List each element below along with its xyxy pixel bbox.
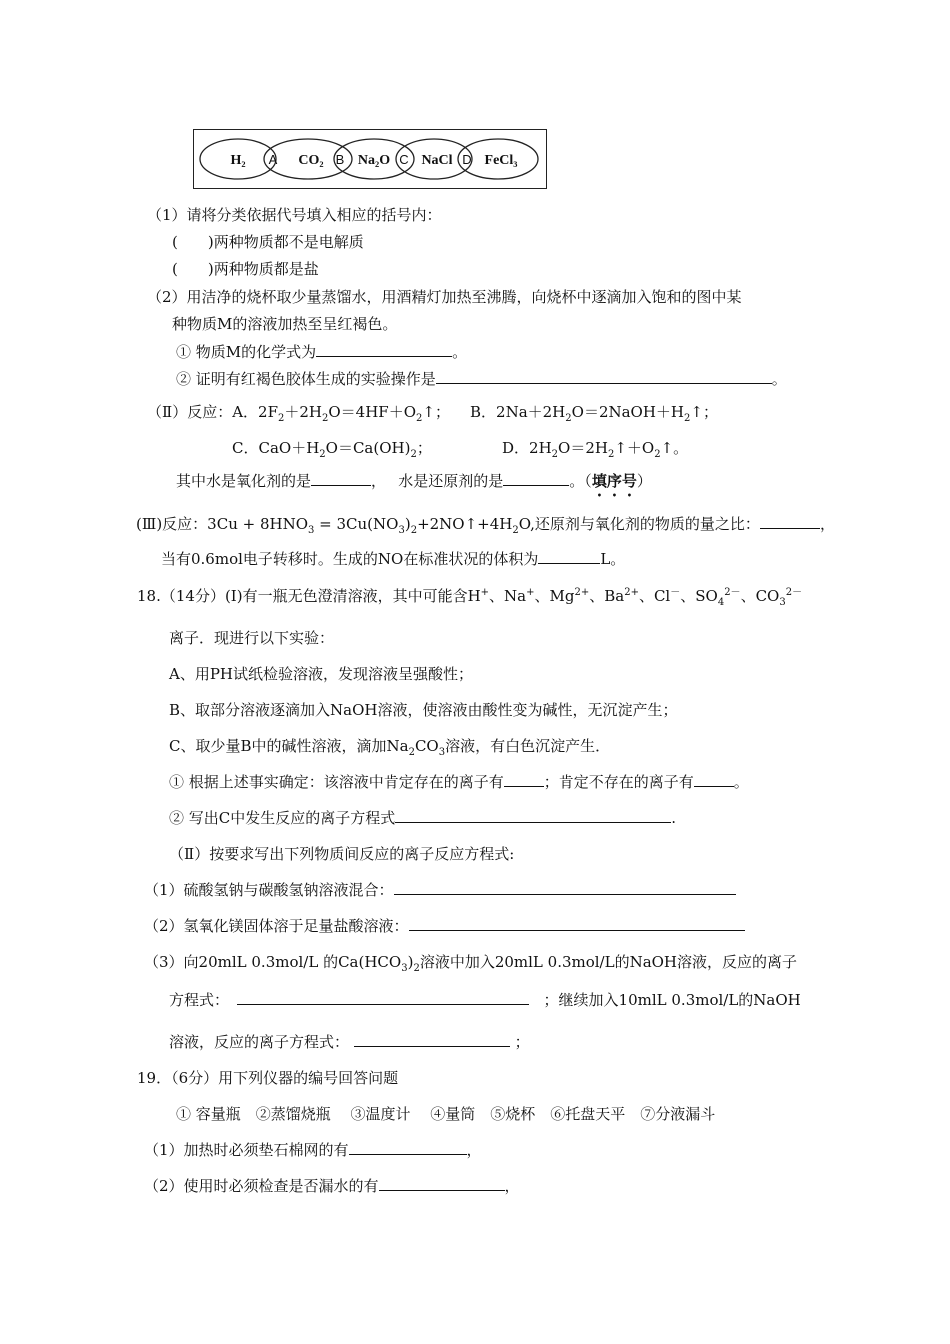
q17-part1: （1）请将分类依据代号填入相应的括号内：	[147, 206, 442, 224]
answer-blank-present-ions[interactable]	[504, 772, 544, 787]
q18-part2-3-line1: （3）向20mlL 0.3mol/L 的$Ca(HCO_3)_2$溶液中加入20mlL 0.3mol/L的NaOH溶液，反应的离子	[144, 953, 798, 974]
q17-part2-line2: 种物质M的溶液加热至呈红褐色。	[172, 315, 398, 333]
q18-exp-c: C、取少量B中的碱性溶液，滴加$Na_2CO_3$溶液，有白色沉淀产生．	[169, 737, 611, 758]
q18-item1: ① 根据上述事实确定：该溶液中肯定存在的离子有 ；肯定不存在的离子有 。	[169, 773, 749, 791]
answer-blank-colloid[interactable]	[436, 369, 772, 384]
node-nacl: NaCl	[421, 153, 453, 168]
answer-blank-absent-ions[interactable]	[694, 772, 734, 787]
answer-blank-asbestos[interactable]	[349, 1140, 467, 1155]
answer-blank-c-equation[interactable]	[395, 808, 671, 823]
q18-part2-1: （1）硫酸氢钠与碳酸氢钠溶液混合：	[144, 880, 736, 900]
answer-blank-m[interactable]	[316, 342, 452, 357]
answer-blank-volume[interactable]	[538, 549, 600, 564]
q19-head: 19．（6分）用下列仪器的编号回答问题	[137, 1069, 399, 1087]
q17-part1-a: ( )两种物质都不是电解质	[172, 233, 364, 251]
q18-part2-head: （Ⅱ）按要求写出下列物质间反应的离子反应方程式:	[169, 845, 515, 863]
q18-exp-b: B、取部分溶液逐滴加入NaOH溶液，使溶液由酸性变为碱性，无沉淀产生；	[169, 701, 678, 719]
q18-exp-a: A、用PH试纸检验溶液，发现溶液呈强酸性；	[169, 665, 474, 683]
node-fecl3: FeCl₃	[484, 153, 518, 168]
answer-blank-ratio[interactable]	[760, 514, 820, 529]
q19-part1: （1）加热时必须垫石棉网的有 ，	[144, 1141, 482, 1159]
q17-part2-item2: ② 证明有红褐色胶体生成的实验操作是 。	[176, 370, 787, 388]
answer-blank-eq3a[interactable]	[237, 990, 529, 1005]
q19-items: ① 容量瓶 ②蒸馏烧瓶 ③温度计 ④量筒 ⑤烧杯 ⑥托盘天平 ⑦分液漏斗	[176, 1105, 716, 1123]
q17-oxidant-question: 其中水是氧化剂的是 ， 水是还原剂的是 。（填序号）	[176, 472, 652, 490]
q18-item2: ② 写出C中发生反应的离子方程式 .	[169, 809, 677, 827]
classification-diagram	[193, 129, 547, 189]
q17-part2-item1: ① 物质M的化学式为 。	[176, 343, 468, 361]
reaction-b: B．$2Na+2H_2O=2NaOH+H_2↑$；	[470, 403, 718, 424]
node-co2: CO₂	[298, 153, 324, 168]
reaction-d: D．$2H_2O=2H_2↑+O_2↑$。	[502, 439, 689, 460]
diagram-svg	[194, 130, 545, 187]
letter-b: B	[335, 152, 345, 167]
q17-part1-b: ( )两种物质都是盐	[172, 260, 319, 278]
q19-part2: （2）使用时必须检查是否漏水的有 ，	[144, 1177, 520, 1195]
node-h2: H₂	[230, 153, 246, 168]
q18-part2-3-line2: 方程式： ；继续加入10mlL 0.3mol/L的NaOH	[169, 991, 801, 1009]
letter-a: A	[268, 152, 278, 167]
q17-part3-line2: 当有0.6mol电子转移时。生成的NO在标准状况的体积为 L。	[161, 550, 626, 568]
q18-part2-2: （2）氢氧化镁固体溶于足量盐酸溶液：	[144, 916, 745, 936]
answer-blank-eq2[interactable]	[409, 916, 745, 931]
answer-blank-eq3b[interactable]	[354, 1032, 510, 1047]
q18-part2-3-line3: 溶液，反应的离子方程式： ；	[169, 1033, 530, 1051]
q17-part2-line1: （2）用洁净的烧杯取少量蒸馏水，用酒精灯加热至沸腾，向烧杯中逐滴加入饱和的图中某	[147, 288, 742, 306]
answer-blank-reductant[interactable]	[503, 471, 569, 486]
answer-blank-oxidant[interactable]	[311, 471, 371, 486]
reaction-a: （Ⅱ）反应：A．$2F_2+2H_2O=4HF+O_2↑$；	[147, 403, 450, 424]
q18-head: 18.（14分）(Ⅰ)有一瓶无色澄清溶液，其中可能含H+、Na+、$Mg^{2+}$、$Ba^{2+}$、Cl－、$SO_4^{2-}$、$CO_3^{2-}$	[137, 587, 803, 608]
q18-line2: 离子．现进行以下实验：	[169, 629, 335, 647]
q17-part3-line1: (Ⅲ)反应：$3Cu + 8HNO_3$ = $3Cu(NO_3)_2+2NO↑+4H_2O$,还原剂与氧化剂的物质的量之比： ，	[136, 515, 835, 536]
node-na2o: Na₂O	[357, 153, 391, 168]
answer-blank-leak[interactable]	[379, 1176, 505, 1191]
answer-blank-eq1[interactable]	[394, 880, 736, 895]
letter-d: D	[462, 152, 472, 167]
reaction-c: C．$CaO+H_2O=Ca(OH)_2$；	[232, 439, 432, 460]
letter-c: C	[399, 152, 409, 167]
